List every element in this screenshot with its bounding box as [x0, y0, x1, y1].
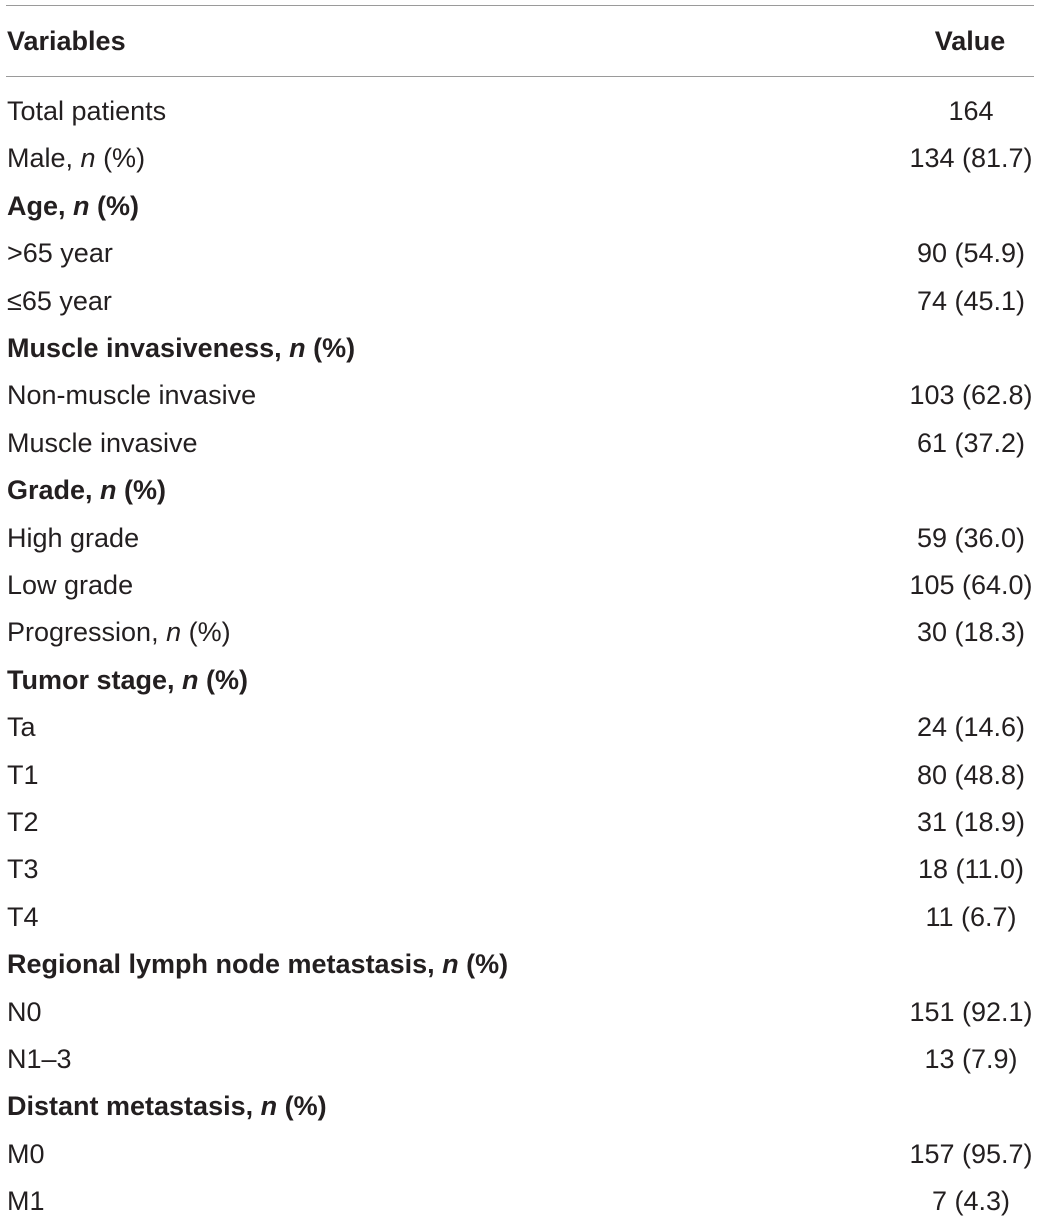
- row-variable-label: [7, 325, 355, 372]
- variable-text: Muscle invasive: [7, 427, 198, 458]
- table-row: [0, 515, 1040, 562]
- table-row: [0, 1178, 1040, 1225]
- table-row: [0, 704, 1040, 751]
- variable-unit-text: (%): [181, 617, 231, 648]
- variable-n-symbol: n: [80, 143, 96, 174]
- row-variable-label: [7, 1178, 45, 1225]
- row-variable-label: [7, 846, 39, 893]
- table-row: [0, 230, 1040, 277]
- table-top-rule: [6, 5, 1034, 6]
- header-variables: Variables: [7, 26, 126, 56]
- variable-text: T4: [7, 901, 39, 932]
- table-group-header-row: [0, 941, 1040, 988]
- row-value: 7 (4.3): [931, 1186, 1011, 1217]
- row-value: 157 (95.7): [909, 1138, 1033, 1169]
- table-header-rule: [6, 76, 1034, 77]
- row-variable-label: [7, 1083, 327, 1130]
- row-variable-label: [7, 88, 166, 135]
- row-value: 24 (14.6): [916, 712, 1026, 743]
- variable-n-symbol: n: [73, 190, 90, 221]
- row-variable-label: [7, 941, 508, 988]
- variable-n-symbol: n: [289, 333, 306, 363]
- row-variable-label: [7, 420, 198, 467]
- variable-text: Age,: [7, 190, 74, 221]
- variable-text: N1–3: [7, 1044, 72, 1074]
- row-variable-label: [7, 704, 36, 751]
- row-value: 151 (92.1): [909, 996, 1033, 1027]
- table-row: [0, 420, 1040, 467]
- row-variable-label: [7, 562, 133, 609]
- variable-text: Male,: [7, 143, 81, 174]
- variable-text: Total patients: [7, 96, 167, 126]
- variable-n-symbol: n: [100, 475, 117, 506]
- variable-text: ≤65 year: [7, 285, 112, 316]
- variable-text: T2: [7, 807, 39, 837]
- row-value: 103 (62.8): [909, 380, 1033, 411]
- table-row: [0, 1036, 1040, 1083]
- row-variable-label: [7, 515, 139, 562]
- table-row: [0, 846, 1040, 893]
- row-value: 74 (45.1): [916, 285, 1026, 316]
- table-row: [0, 609, 1040, 656]
- row-value: 105 (64.0): [909, 570, 1033, 600]
- variable-text: >65 year: [7, 238, 113, 269]
- row-variable-label: [7, 1036, 72, 1083]
- row-variable-label: [7, 1131, 45, 1178]
- variable-unit-text: (%): [277, 1091, 327, 1122]
- row-value: 13 (7.9): [924, 1044, 1018, 1074]
- header-value: Value: [934, 26, 1006, 56]
- row-value: 18 (11.0): [917, 854, 1025, 885]
- row-variable-label: [7, 657, 248, 704]
- variable-unit-text: (%): [95, 143, 146, 174]
- table-group-header-row: [0, 467, 1040, 514]
- table-row: [0, 562, 1040, 609]
- table-group-header-row: [0, 657, 1040, 704]
- row-value: 61 (37.2): [916, 427, 1026, 458]
- row-variable-label: [7, 372, 256, 419]
- variable-n-symbol: n: [182, 664, 199, 695]
- variable-text: Progression,: [7, 617, 167, 648]
- variable-text: Regional lymph node metastasis,: [7, 949, 443, 980]
- row-variable-label: [7, 183, 139, 230]
- table-row: [0, 752, 1040, 799]
- table-header-row: [0, 18, 1040, 65]
- variable-text: M0: [7, 1138, 45, 1169]
- variable-unit-text: (%): [458, 949, 509, 980]
- row-variable-label: [7, 609, 231, 656]
- row-value: 90 (54.9): [916, 238, 1026, 269]
- table-row: [0, 989, 1040, 1036]
- row-value: 59 (36.0): [916, 522, 1026, 553]
- variable-n-symbol: n: [260, 1091, 278, 1122]
- row-variable-label: [7, 989, 42, 1036]
- variable-text: T3: [7, 854, 39, 885]
- table-group-header-row: [0, 183, 1040, 230]
- variable-text: Tumor stage,: [7, 664, 183, 695]
- variable-text: Distant metastasis,: [7, 1091, 261, 1122]
- row-value: 31 (18.9): [916, 807, 1026, 837]
- row-variable-label: [7, 894, 39, 941]
- row-value: 30 (18.3): [916, 617, 1026, 648]
- variable-text: Low grade: [7, 570, 134, 600]
- table-row: [0, 135, 1040, 182]
- variable-text: Muscle invasiveness,: [7, 333, 290, 363]
- row-variable-label: [7, 230, 113, 277]
- variable-unit-text: (%): [116, 475, 167, 506]
- table-row: [0, 1131, 1040, 1178]
- variable-n-symbol: n: [442, 949, 459, 980]
- variable-text: Grade,: [7, 475, 101, 506]
- row-variable-label: [7, 799, 39, 846]
- table-row: [0, 372, 1040, 419]
- table-group-header-row: [0, 1083, 1040, 1130]
- table-row: [0, 278, 1040, 325]
- variable-text: High grade: [7, 522, 140, 553]
- variable-text: M1: [7, 1186, 45, 1217]
- variable-unit-text: (%): [89, 190, 140, 221]
- table-row: [0, 894, 1040, 941]
- table-row: [0, 799, 1040, 846]
- row-variable-label: [7, 278, 112, 325]
- row-value: 164: [948, 96, 994, 126]
- variable-text: N0: [7, 996, 42, 1027]
- variable-n-symbol: n: [166, 617, 182, 648]
- variable-text: T1: [7, 759, 39, 790]
- row-value: 11 (6.7): [925, 901, 1017, 932]
- variable-unit-text: (%): [305, 333, 356, 363]
- row-variable-label: [7, 135, 145, 182]
- table-row: [0, 88, 1040, 135]
- row-variable-label: [7, 752, 39, 799]
- row-variable-label: [7, 467, 166, 514]
- variable-text: Ta: [7, 712, 36, 743]
- variable-unit-text: (%): [198, 664, 249, 695]
- table-group-header-row: [0, 325, 1040, 372]
- variable-text: Non-muscle invasive: [7, 380, 257, 411]
- row-value: 134 (81.7): [909, 143, 1033, 174]
- row-value: 80 (48.8): [916, 759, 1026, 790]
